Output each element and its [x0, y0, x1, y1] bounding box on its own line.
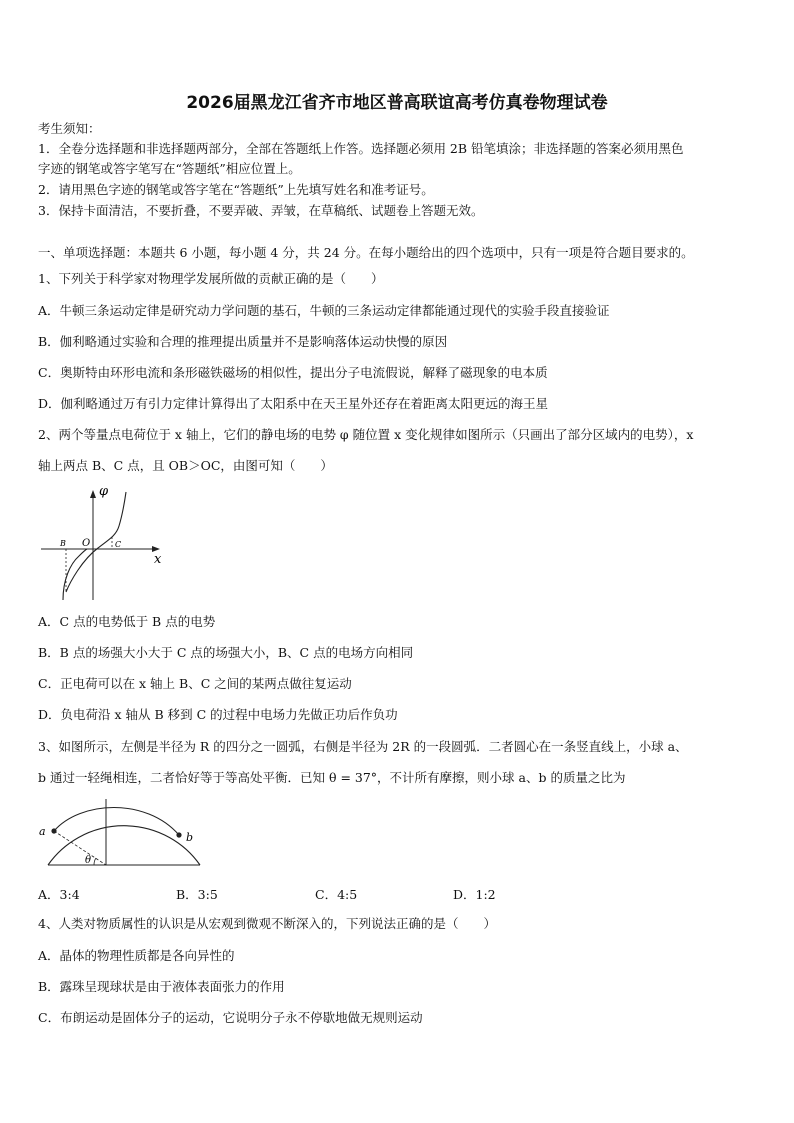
q2-label-o: O: [82, 538, 91, 549]
q3-arc-figure: [34, 793, 206, 873]
q4-option-a: A．晶体的物理性质都是各向异性的: [38, 948, 235, 963]
q3-option-c: C．4:5: [315, 887, 358, 902]
q3-option-a: A．3:4: [38, 887, 80, 902]
q4-option-c: C．布朗运动是固体分子的运动，它说明分子永不停歇地做无规则运动: [38, 1010, 423, 1025]
q2-potential-graph: [36, 480, 171, 605]
notice-heading: 考生须知：: [38, 121, 101, 136]
q2-option-a: A．C 点的电势低于 B 点的电势: [38, 614, 216, 629]
q1-option-b: B．伽利略通过实验和合理的推理提出质量并不是影响落体运动快慢的原因: [38, 334, 448, 349]
q3-option-d: D．1:2: [453, 887, 496, 902]
q2-y-axis-arrow: [90, 490, 96, 498]
q2-stem-line2: 轴上两点 B、C 点，且 OB＞OC，由图可知（ ）: [38, 458, 333, 473]
notice-item-3: 3．保持卡面清洁，不要折叠，不要弄破、弄皱，在草稿纸、试题卷上答题无效。: [38, 203, 484, 218]
q3-label-b: b: [186, 831, 194, 844]
q2-option-b: B．B 点的场强大小大于 C 点的场强大小，B、C 点的电场方向相同: [38, 645, 414, 660]
q3-stem-line2: b 通过一轻绳相连，二者恰好等于等高处平衡．已知 θ = 37°，不计所有摩擦，则小球 a、b 的质量之比为: [38, 770, 626, 785]
section-heading: 一、单项选择题：本题共 6 小题，每小题 4 分，共 24 分。在每小题给出的四个选项中，只有一项是符合题目要求的。: [38, 245, 694, 260]
q4-stem: 4、人类对物质属性的认识是从宏观到微观不断深入的，下列说法正确的是（ ）: [38, 916, 496, 931]
notice-item-1-cont: 字迹的钢笔或答字笔写在“答题纸”相应位置上。: [38, 161, 301, 176]
q3-stem-line1: 3、如图所示，左侧是半径为 R 的四分之一圆弧，右侧是半径为 2R 的一段圆弧．二者圆心在一条竖直线上，小球 a、: [38, 739, 688, 754]
q3-label-theta: θ: [85, 855, 92, 866]
q2-label-x: x: [154, 552, 162, 567]
notice-item-1: 1．全卷分选择题和非选择题两部分，全部在答题纸上作答。选择题必须用 2B 铅笔填涂；非选择题的答案必须用黑色: [38, 141, 684, 156]
q2-option-d: D．负电荷沿 x 轴从 B 移到 C 的过程中电场力先做正功后作负功: [38, 707, 398, 722]
q1-option-d: D．伽利略通过万有引力定律计算得出了太阳系中在天王星外还存在着距离太阳更远的海王星: [38, 396, 549, 411]
q1-option-a: A．牛顿三条运动定律是研究动力学问题的基石，牛顿的三条运动定律都能通过现代的实验手段直接验证: [38, 303, 610, 318]
q3-large-arc: [48, 826, 200, 865]
q3-ball-b: [176, 832, 181, 837]
q4-option-b: B．露珠呈现球状是由于液体表面张力的作用: [38, 979, 285, 994]
q2-label-b: B: [60, 539, 66, 548]
exam-title: 2026届黑龙江省齐市地区普高联谊高考仿真卷物理试卷: [186, 93, 608, 113]
q3-rope: [54, 808, 179, 836]
q3-angle-mark: [94, 858, 96, 865]
q2-label-c: C: [115, 540, 122, 549]
notice-item-2: 2．请用黑色字迹的钢笔或答字笔在“答题纸”上先填写姓名和准考证号。: [38, 182, 434, 197]
q3-option-b: B．3:5: [176, 887, 218, 902]
q1-option-c: C．奥斯特由环形电流和条形磁铁磁场的相似性，提出分子电流假说，解释了磁现象的电本质: [38, 365, 548, 380]
q3-label-a: a: [39, 825, 46, 838]
q1-stem: 1、下列关于科学家对物理学发展所做的贡献正确的是（ ）: [38, 271, 384, 286]
q2-stem-line1: 2、两个等量点电荷位于 x 轴上，它们的静电场的电势 φ 随位置 x 变化规律如图所示（只画出了部分区域内的电势），x: [38, 427, 694, 442]
q2-label-phi: φ: [99, 484, 109, 499]
q2-option-c: C．正电荷可以在 x 轴上 B、C 之间的某两点做往复运动: [38, 676, 352, 691]
q3-ball-a: [51, 828, 56, 833]
